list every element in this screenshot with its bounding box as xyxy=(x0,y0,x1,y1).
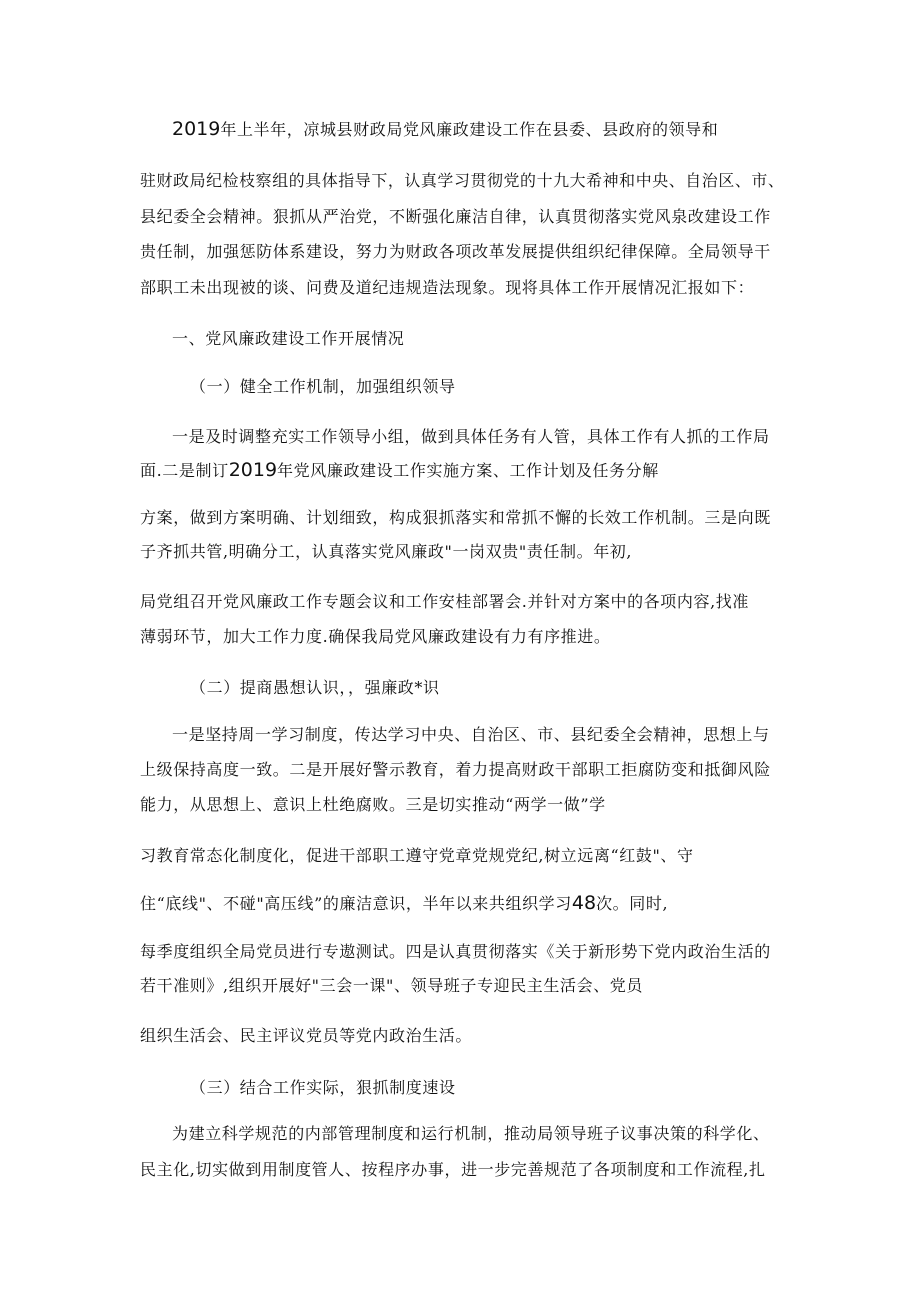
para2-line5-rest: 次。同时, xyxy=(596,894,669,913)
paragraph-intro-line-3: 县纪委全会精神。狠抓从严治党，不断强化廉洁自律，认真贯彻落实党风泉改建设工作 xyxy=(140,207,771,226)
paragraph-2-line-5 xyxy=(140,892,668,915)
para1-line2-start: 面.二是制订 xyxy=(140,461,229,480)
paragraph-intro-line-4: 贵任制，加强惩防体系建设，努力为财政各项改革发展提供组织纪律保障。全局领导干 xyxy=(140,242,771,261)
intro-line-1-rest: 年上半年，凉城县财政局党风廉政建设工作在县委、县政府的领导和 xyxy=(220,120,719,139)
paragraph-2-line-7: 若干准则》,组织开展好"三会一课"、领导班子专迎民主生活会、党员 xyxy=(140,976,644,995)
paragraph-2-line-1: 一是坚持周一学习制度，传达学习中央、自治区、市、县纪委全会精神，思想上与 xyxy=(172,725,770,744)
year-2019: 2019 xyxy=(172,118,221,140)
paragraph-intro-line-1 xyxy=(172,118,718,141)
paragraph-1-line-5: 局党组召开党风廉政工作专题会议和工作安桂部署会.并针对方案中的各项内容,找准 xyxy=(140,592,749,611)
paragraph-1-line-2 xyxy=(140,459,659,482)
paragraph-3-line-2: 民主化,切实做到用制度管人、按程序办事，进一步完善规范了各项制度和工作流程,扎 xyxy=(140,1160,766,1179)
subsection-heading-1: （一）健全工作机制，加强组织领导 xyxy=(190,377,456,396)
paragraph-1-line-1: 一是及时调整充实工作领导小组，做到具体任务有人管，具体工作有人抓的工作局 xyxy=(172,427,770,446)
paragraph-2-line-8: 组织生活会、民主评议党员等党内政治生活。 xyxy=(140,1026,473,1045)
paragraph-2-line-4: 习教育常态化制度化，促进干部职工遵守党章党规党纪,树立远离“红鼓"、守 xyxy=(140,846,694,865)
subsection-heading-3: （三）结合工作实际，狠抓制度速设 xyxy=(190,1078,456,1097)
paragraph-1-line-3: 方案，做到方案明确、计划细致，构成狠抓落实和常抓不懈的长效工作机制。三是向既 xyxy=(140,508,771,527)
subsection-heading-2: （二）提商愚想认识，，强廉政*识 xyxy=(190,678,440,697)
paragraph-2-line-6: 每季度组织全局党员进行专遨测试。四是认真贯彻落实《关于新形势下党内政治生活的 xyxy=(140,942,771,961)
paragraph-intro-line-5: 部职工未出现被的谈、问费及道纪违规造法现象。现将具体工作开展情况汇报如下： xyxy=(140,278,755,297)
paragraph-3-line-1: 为建立科学规范的内部管理制度和运行机制，推动局领导班子议事决策的科学化、 xyxy=(172,1124,770,1143)
study-count: 48 xyxy=(571,892,597,914)
paragraph-1-line-6: 薄弱环节，加大工作力度.确保我局党风廉政建设有力有序推进。 xyxy=(140,627,611,646)
paragraph-2-line-3: 能力，从思想上、意识上杜绝腐败。三是切实推动“两学一做”学 xyxy=(140,795,606,814)
section-heading-1: 一、党风廉政建设工作开展情况 xyxy=(172,329,405,348)
para1-line2-rest: 年党风廉政建设工作实施方案、工作计划及任务分解 xyxy=(277,461,659,480)
paragraph-1-line-4: 子齐抓共管,明确分工，认真落实党风廉政"一岗双贵"责任制。年初, xyxy=(140,542,633,561)
paragraph-intro-line-2: 驻财政局纪检枝察组的具体指导下，认真学习贯彻党的十九大希神和中央、自治区、市、 xyxy=(140,171,785,190)
year-2019-plan: 2019 xyxy=(228,459,278,481)
para2-line5-start: 住“底线"、不碰"高压线”的廉洁意识，半年以来共组织学习 xyxy=(140,894,572,913)
paragraph-2-line-2: 上级保持高度一致。二是开展好警示教育，着力提高财政干部职工拒腐防变和抵御风险 xyxy=(140,760,771,779)
